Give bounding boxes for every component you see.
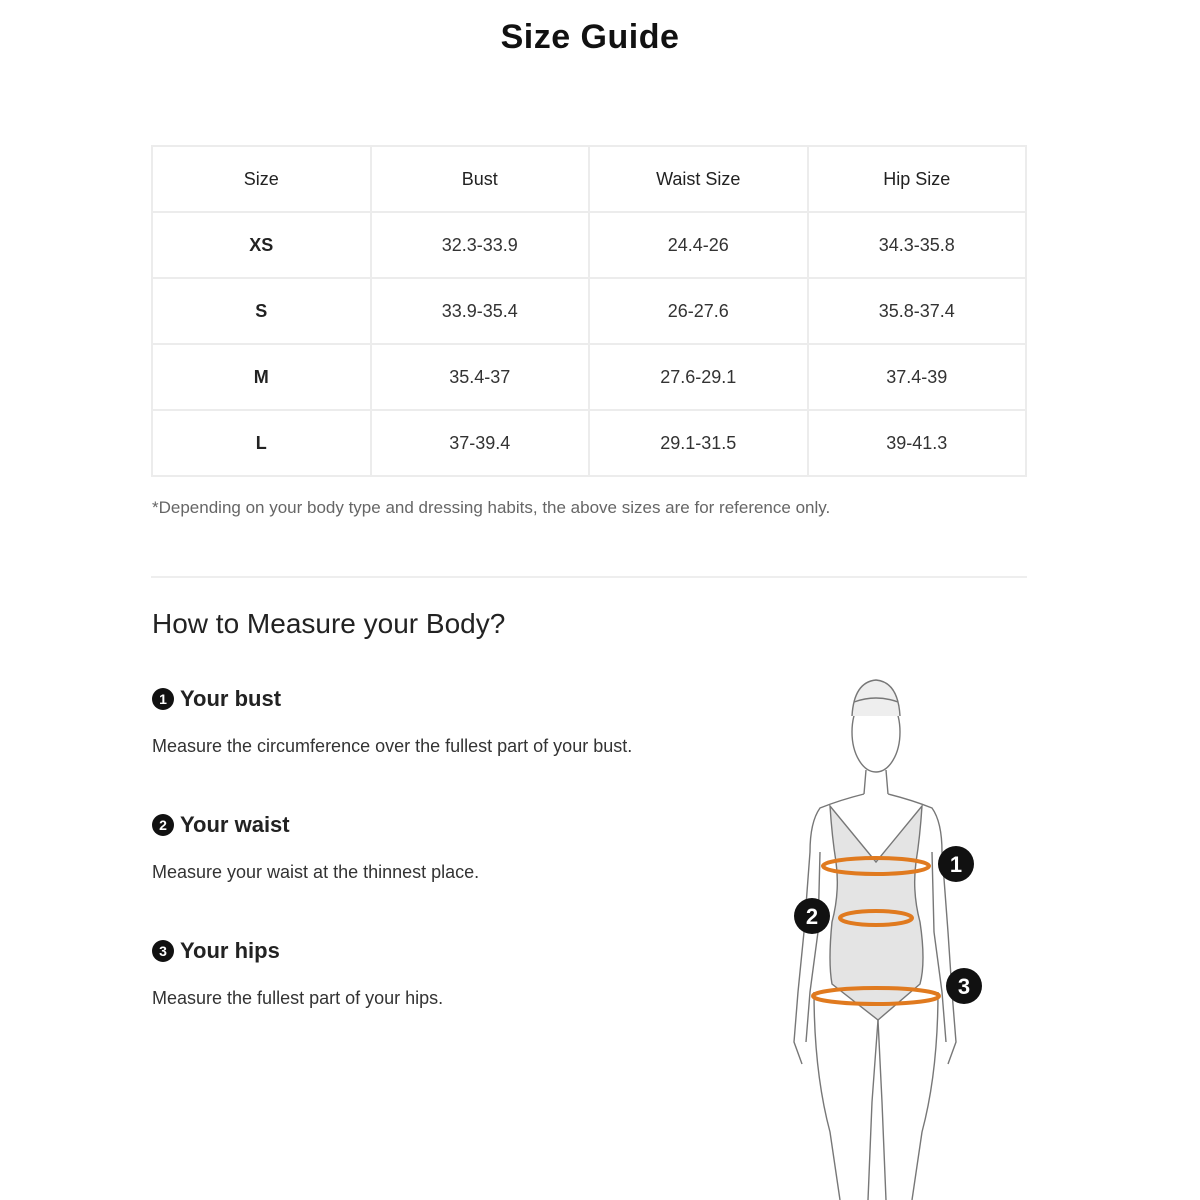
number-badge-icon: 1 (152, 688, 174, 710)
step-description: Measure your waist at the thinnest place. (152, 862, 480, 882)
step-heading (152, 938, 443, 964)
reference-note: *Depending on your body type and dressing habits, the above sizes are for reference only. (152, 498, 831, 517)
header-size: Size (152, 146, 371, 212)
page-title: Size Guide (500, 18, 680, 56)
waist-cell: 26-27.6 (589, 278, 808, 344)
size-cell: L (152, 410, 371, 476)
header-hip: Hip Size (808, 146, 1027, 212)
hip-cell: 35.8-37.4 (808, 278, 1027, 344)
waist-cell: 24.4-26 (589, 212, 808, 278)
size-cell: M (152, 344, 371, 410)
step-title: Your waist (180, 812, 290, 837)
section-divider (151, 576, 1027, 578)
bust-cell: 32.3-33.9 (371, 212, 590, 278)
table-row (152, 278, 1026, 344)
step-bust (152, 686, 632, 757)
bust-cell: 35.4-37 (371, 344, 590, 410)
step-title: Your hips (180, 938, 280, 963)
bust-cell: 33.9-35.4 (371, 278, 590, 344)
step-heading (152, 812, 479, 838)
number-badge-icon: 3 (152, 940, 174, 962)
size-cell: S (152, 278, 371, 344)
table-row (152, 212, 1026, 278)
number-badge-icon: 2 (152, 814, 174, 836)
figure-badge-2 (794, 898, 830, 934)
figure-badge-3 (946, 968, 982, 1004)
step-description: Measure the fullest part of your hips. (152, 988, 444, 1008)
waist-cell: 27.6-29.1 (589, 344, 808, 410)
hip-cell: 39-41.3 (808, 410, 1027, 476)
table-row (152, 410, 1026, 476)
step-waist (152, 812, 479, 883)
bust-cell: 37-39.4 (371, 410, 590, 476)
hip-cell: 37.4-39 (808, 344, 1027, 410)
table-header-row (152, 146, 1026, 212)
figure-label-2: 2 (805, 904, 819, 929)
figure-label-3: 3 (957, 974, 971, 999)
body-measurement-illustration (780, 672, 1000, 1200)
header-waist: Waist Size (589, 146, 808, 212)
step-title: Your bust (180, 686, 282, 711)
hip-cell: 34.3-35.8 (808, 212, 1027, 278)
figure-badge-1 (938, 846, 974, 882)
header-bust: Bust (371, 146, 590, 212)
size-table (151, 145, 1027, 477)
waist-cell: 29.1-31.5 (589, 410, 808, 476)
step-heading (152, 686, 632, 712)
size-cell: XS (152, 212, 371, 278)
table-row (152, 344, 1026, 410)
step-hips (152, 938, 443, 1009)
figure-label-1: 1 (949, 852, 963, 877)
measure-section-title: How to Measure your Body? (152, 608, 506, 639)
step-description: Measure the circumference over the fullest part of your bust. (152, 736, 633, 756)
